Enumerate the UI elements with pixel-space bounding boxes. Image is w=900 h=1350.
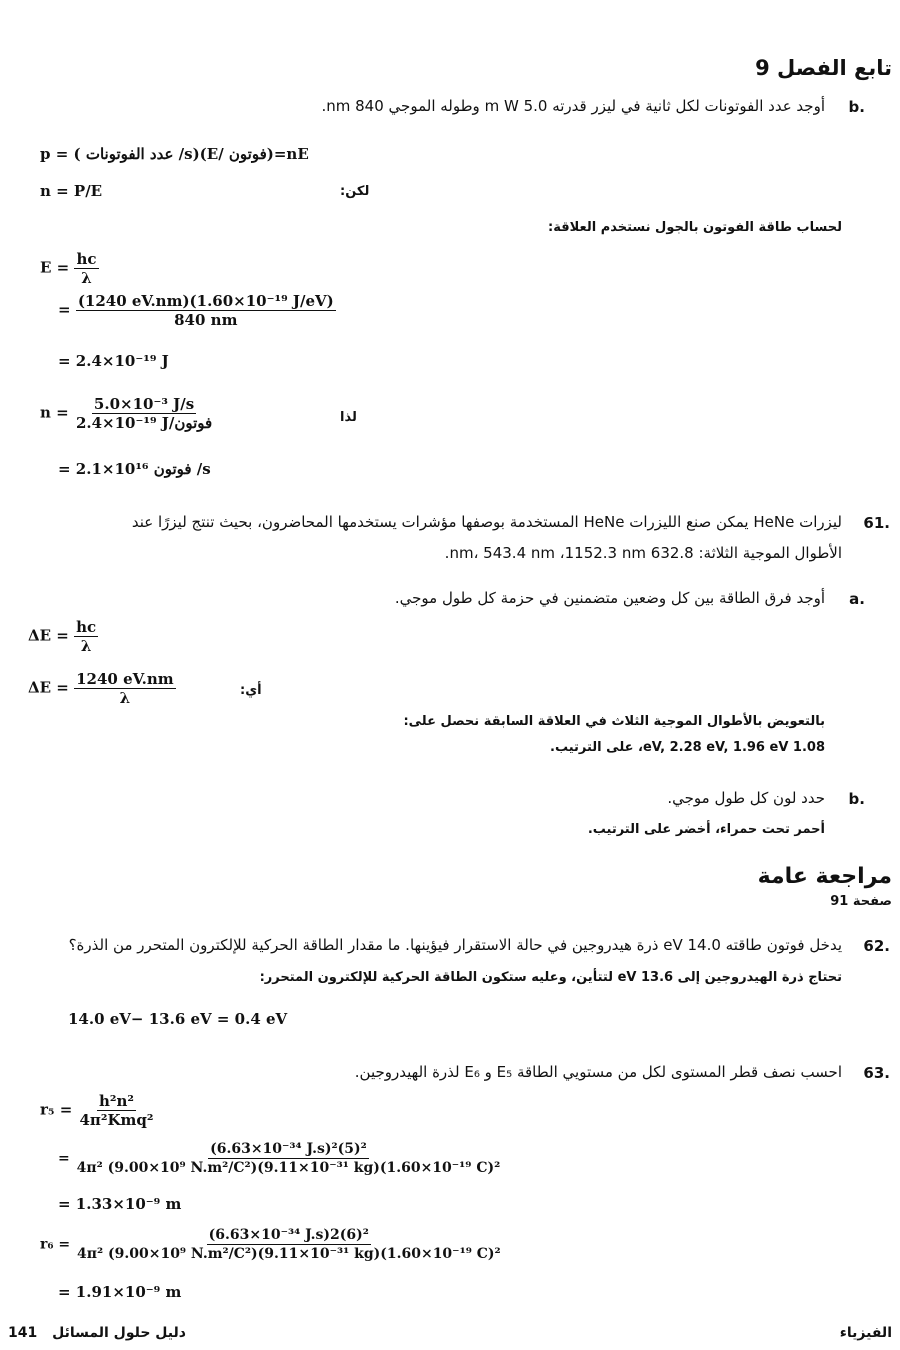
eq-numerator: (6.63×10⁻³⁴ J.s)²(5)²	[210, 1141, 367, 1157]
eq-denominator: 4π² (9.00×10⁹ N.m²/C²)(9.11×10⁻³¹ kg)(1.60×10⁻¹⁹ C)²	[76, 1160, 501, 1176]
equation-energy	[40, 250, 99, 287]
question-61-number: .61	[863, 514, 890, 532]
eq-numerator: (6.63×10⁻³⁴ J.s)2(6)²	[208, 1227, 369, 1243]
eq-denominator: λ	[119, 689, 131, 707]
equation-energy-result: = 2.4×10⁻¹⁹ J	[58, 352, 169, 370]
equation-n: n = P/E	[40, 182, 103, 200]
equation-photon-result: = 2.1×10¹⁶ فوتون /s	[58, 460, 211, 478]
question-61b-text: حدد لون كل طول موجي.	[667, 789, 825, 807]
equation-radius-6-result: = 1.91×10⁻⁹ m	[58, 1283, 182, 1301]
eq-denominator: 4π² (9.00×10⁹ N.m²/C²)(9.11×10⁻³¹ kg)(1.60×10⁻¹⁹ C)²	[77, 1246, 501, 1262]
label-but: لكن:	[340, 184, 370, 199]
question-61a-text: أوجد فرق الطاقة بين كل وضعين متضمنين في حزمة كل طول موجي.	[394, 589, 825, 607]
eq-denominator: 2.4×10⁻¹⁹ J/فوتون	[75, 414, 213, 432]
eq-denominator: 4π²Kmq²	[79, 1111, 154, 1129]
section-title-review: مراجعة عامة	[757, 864, 892, 889]
equation-radius-6	[40, 1226, 503, 1263]
question-b-text: أوجد عدد الفوتونات لكل ثانية في ليزر قدرته 5.0 m W وطوله الموجي 840 nm.	[321, 97, 825, 115]
label-so: لذا	[340, 410, 357, 425]
eq-numerator: hc	[76, 618, 97, 636]
question-62-text: يدخل فوتون طاقته 14.0 eV ذرة هيدروجين في حالة الاستقرار فيؤينها. ما مقدار الطاقة الحركية للإلكترون المتحرر من الذرة؟	[68, 936, 842, 954]
question-61-text: ليزرات HeNe يمكن صنع الليزرات HeNe المستخدمة بوصفها مؤشرات يستخدمها المحاضرون، بحيث تنتج ليزرًا عند	[131, 513, 842, 531]
note-photon-energy: لحساب طاقة الفوتون بالجول نستخدم العلاقة:	[548, 220, 842, 235]
equation-delta-e	[28, 618, 98, 655]
eq-lhs: r₅ =	[40, 1100, 73, 1119]
eq-lhs: ΔE =	[28, 678, 69, 697]
question-61b-label: .b	[848, 790, 865, 808]
eq-denominator: 840 nm	[174, 311, 238, 329]
eq-numerator: (1240 eV.nm)(1.60×10⁻¹⁹ J/eV)	[77, 292, 334, 310]
eq-numerator: h²n²	[99, 1092, 134, 1110]
eq-lhs: n =	[40, 403, 69, 422]
label-that-is: أي:	[240, 683, 262, 698]
question-61b-answer: أحمر تحت حمراء، أخضر على الترتيب.	[587, 822, 825, 837]
question-61-text-line2: الأطوال الموجية الثلاثة: 632.8 nm، 543.4 nm ،1152.3 nm.	[444, 544, 842, 562]
eq-denominator: λ	[81, 269, 92, 287]
question-62-number: .62	[863, 937, 890, 955]
question-b-label: .b	[848, 98, 865, 116]
equation-radius-formula	[40, 1092, 155, 1129]
footer-left	[8, 1325, 186, 1341]
equation-radius-5-result: = 1.33×10⁻⁹ m	[58, 1195, 182, 1213]
equation-kinetic-energy: 14.0 eV− 13.6 eV = 0.4 eV	[68, 1010, 288, 1028]
equation-power: p = ( عدد الفوتونات /s)(E/ فوتون)=nE	[40, 145, 309, 163]
equation-photon-count	[40, 395, 214, 432]
eq-denominator: λ	[80, 637, 92, 655]
substitution-result: 1.08 eV, 2.28 eV, 1.96 eV، على الترتيب.	[550, 740, 825, 755]
eq-lhs: ΔE =	[28, 626, 69, 645]
eq-lhs: r₆ =	[40, 1236, 71, 1253]
eq-lhs: E =	[40, 258, 70, 277]
question-62-answer: تحتاج ذرة الهيدروجين إلى 13.6 eV لتتأين، وعليه ستكون الطاقة الحركية للإلكترون المتحرر:	[259, 970, 842, 985]
eq-numerator: hc	[76, 250, 97, 268]
equation-radius-5: = $\frac{\text{(6.63×10⁻³⁴ J.s)²(5)²}}{\text{4π² (9.00×10⁹ N.m²/C²)(9.11×10⁻³¹ kg)(1.60×10⁻¹⁹ C)²}}$	[58, 1141, 501, 1176]
eq-numerator: 5.0×10⁻³ J/s	[93, 395, 195, 413]
equation-energy-sub: = $\frac{\text{(1240 eV.nm)(1.60×10⁻¹⁹ J/eV)}}{840 nm}$	[58, 292, 334, 329]
question-61a-label: .a	[849, 590, 865, 608]
question-63-text: احسب نصف قطر المستوى لكل من مستويي الطاقة E₅ و E₆ لذرة الهيدروجين.	[354, 1063, 842, 1081]
substitution-note: بالتعويض بالأطوال الموجية الثلاث في العلاقة السابقة نحصل على:	[403, 714, 825, 729]
footer-subject: الفيزياء	[839, 1325, 892, 1341]
footer-page-number: 141	[8, 1325, 38, 1341]
equation-delta-e-value	[28, 670, 176, 707]
footer-book-title: دليل حلول المسائل	[52, 1325, 186, 1341]
eq-numerator: 1240 eV.nm	[76, 670, 174, 688]
section-page-ref: صفحة 91	[830, 894, 892, 909]
chapter-header: تابع الفصل 9	[755, 56, 892, 80]
question-63-number: .63	[863, 1064, 890, 1082]
